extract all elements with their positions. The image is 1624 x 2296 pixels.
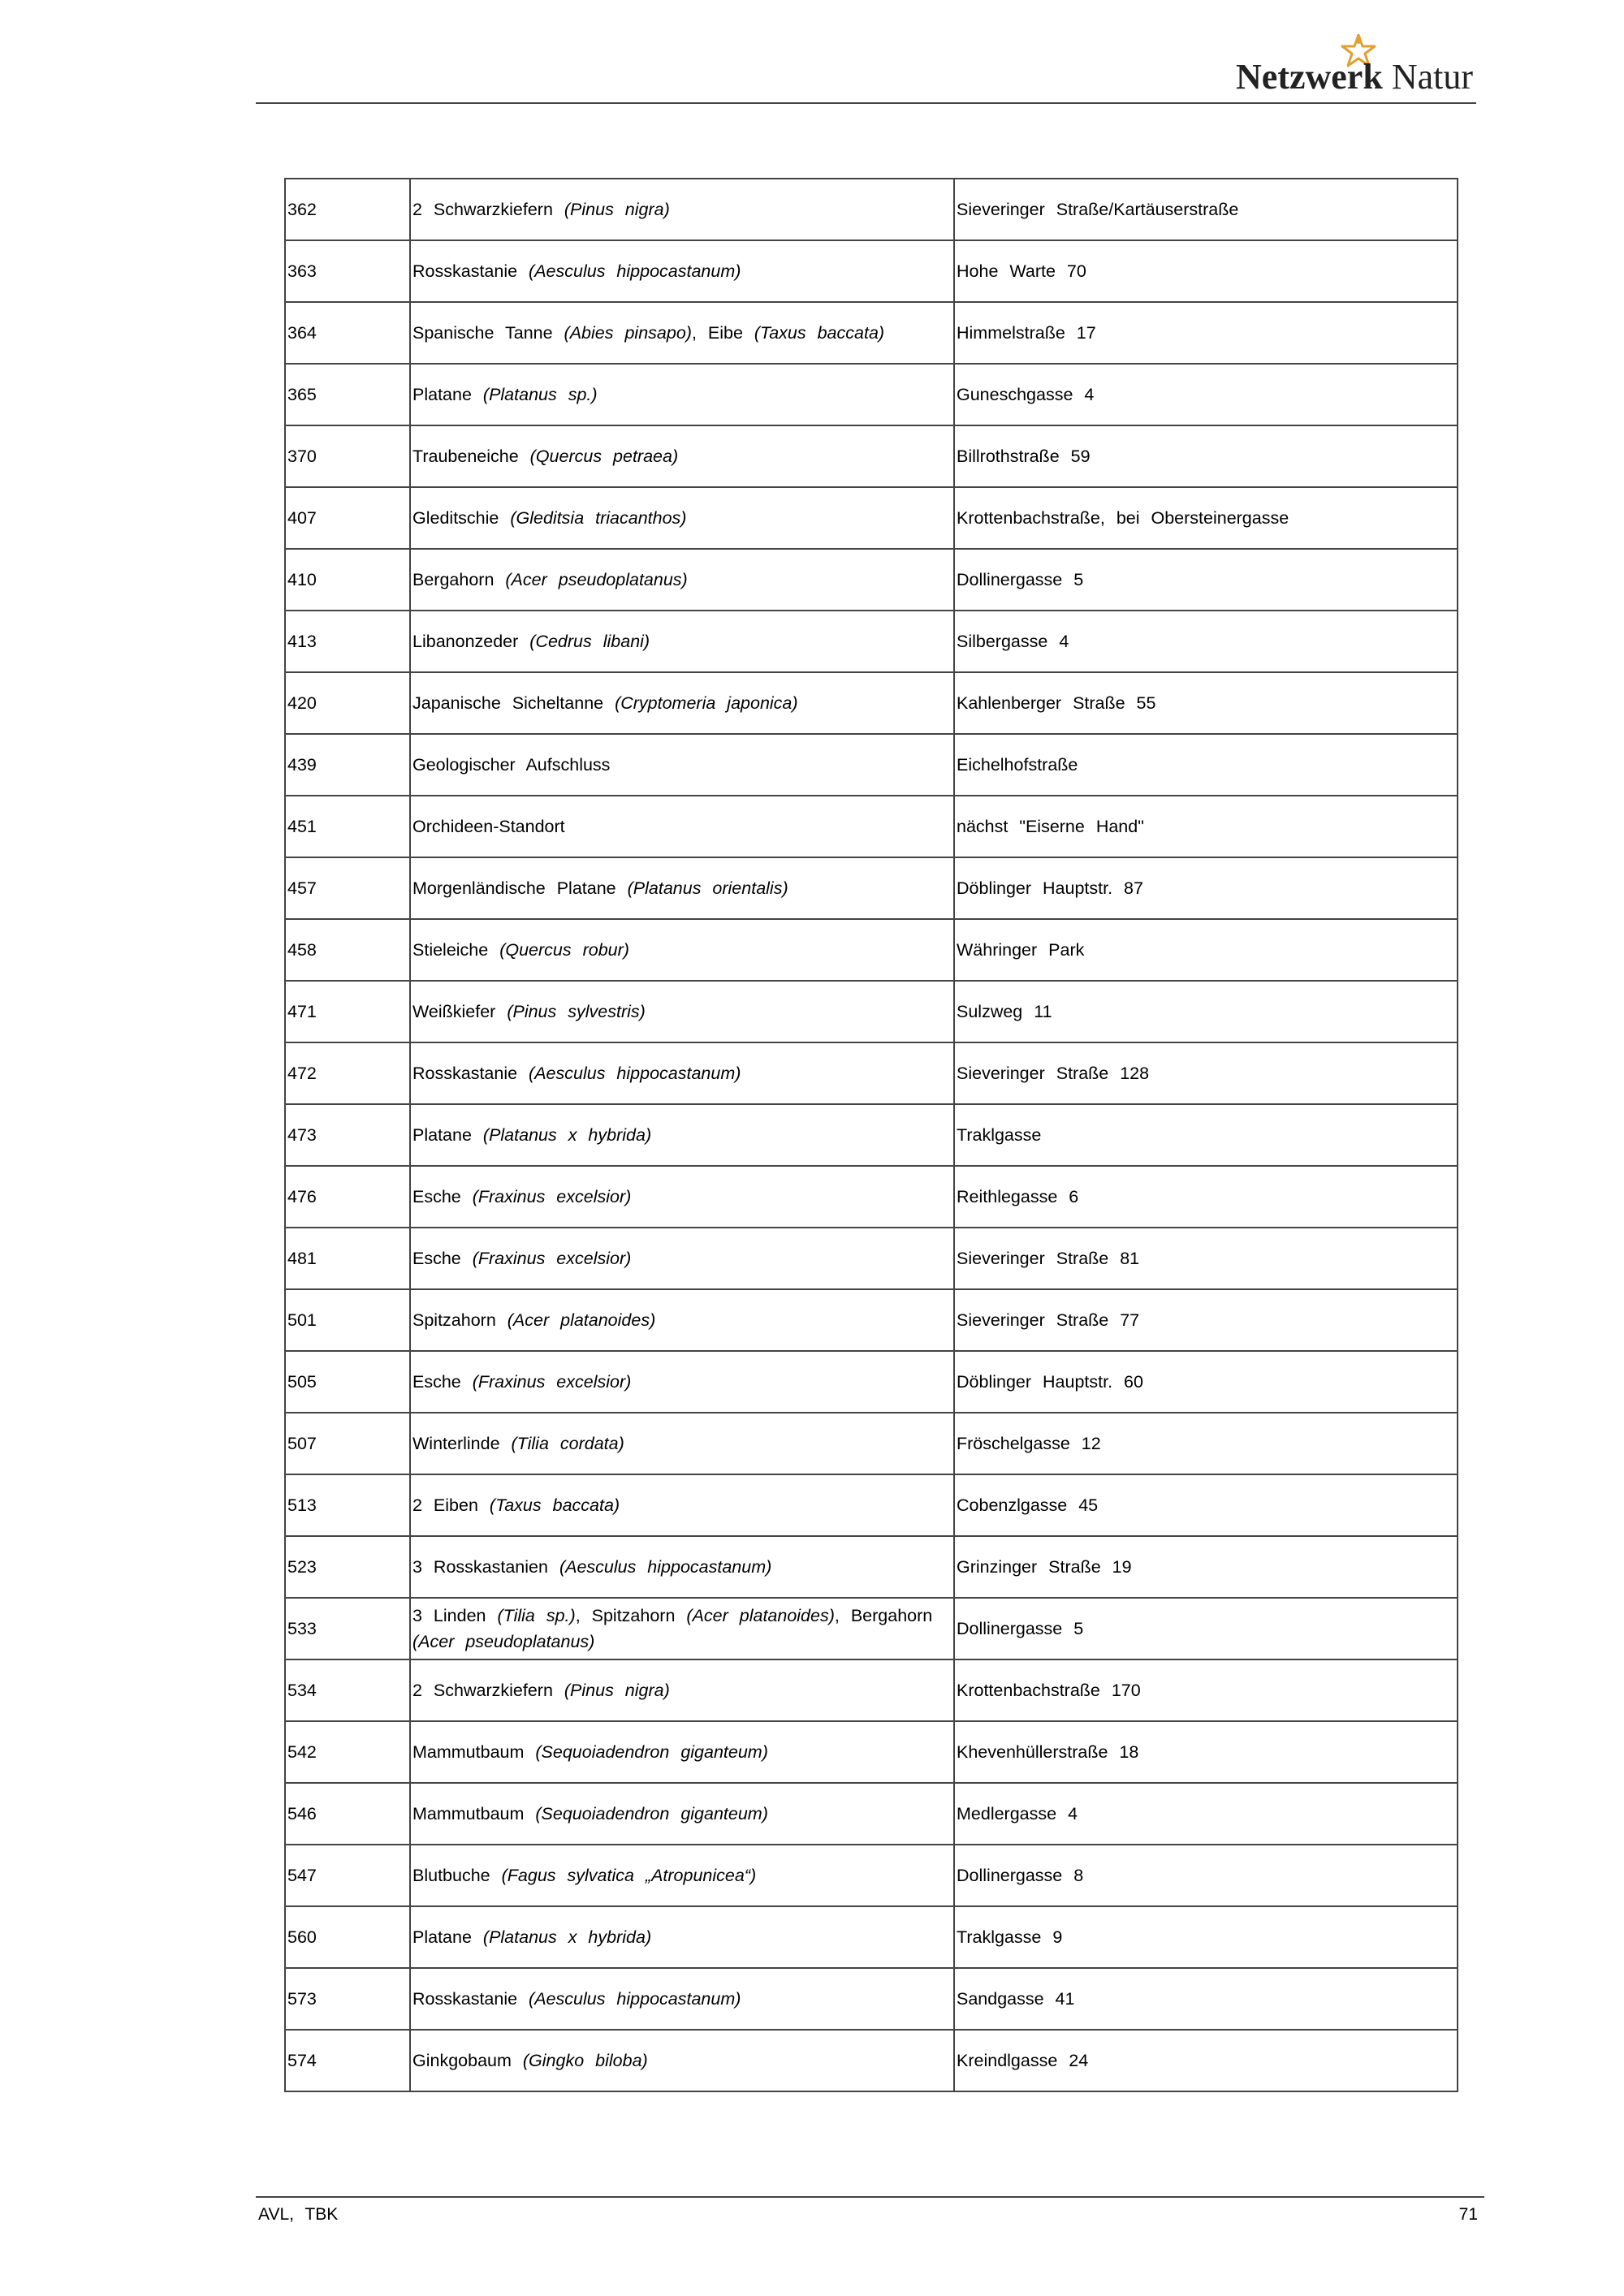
monument-description — [410, 1042, 954, 1104]
common-name: Spitzahorn — [412, 1310, 508, 1330]
monument-address: Traklgasse — [954, 1104, 1458, 1166]
monument-number: 523 — [285, 1536, 410, 1598]
table-row — [285, 1351, 1458, 1413]
common-name: Platane — [412, 1927, 483, 1947]
monument-number: 365 — [285, 364, 410, 425]
logo-text — [1236, 56, 1473, 97]
scientific-name: (Aesculus hippocastanum) — [529, 261, 741, 281]
table-row — [285, 1474, 1458, 1536]
common-name: Spanische Tanne — [412, 323, 564, 343]
footer-author: AVL, TBK — [258, 2205, 339, 2224]
table-row — [285, 1104, 1458, 1166]
common-name: 2 Schwarzkiefern — [412, 200, 564, 219]
monument-address: Dollinergasse 8 — [954, 1845, 1458, 1906]
monument-number: 560 — [285, 1906, 410, 1968]
table-row — [285, 611, 1458, 672]
scientific-name: (Taxus baccata) — [754, 323, 885, 343]
monument-description — [410, 1413, 954, 1474]
table-row — [285, 1845, 1458, 1906]
scientific-name: (Fraxinus excelsior) — [472, 1187, 632, 1206]
common-name: 3 Linden — [412, 1606, 498, 1625]
common-name: , Spitzahorn — [575, 1606, 687, 1625]
scientific-name: (Aesculus hippocastanum) — [559, 1557, 772, 1577]
monument-address: Krottenbachstraße, bei Obersteinergasse — [954, 487, 1458, 549]
common-name: Morgenländische Platane — [412, 878, 628, 898]
monument-description — [410, 2030, 954, 2091]
monument-number: 458 — [285, 919, 410, 981]
table-row — [285, 1968, 1458, 2030]
common-name: Orchideen-Standort — [412, 817, 565, 836]
monument-description — [410, 857, 954, 919]
scientific-name: (Aesculus hippocastanum) — [529, 1989, 741, 2009]
common-name: Mammutbaum — [412, 1742, 536, 1762]
common-name: Weißkiefer — [412, 1002, 508, 1021]
table-row — [285, 240, 1458, 302]
monument-number: 407 — [285, 487, 410, 549]
monument-address: Reithlegasse 6 — [954, 1166, 1458, 1228]
common-name: 3 Rosskastanien — [412, 1557, 559, 1577]
common-name: Libanonzeder — [412, 632, 530, 651]
scientific-name: (Tilia cordata) — [511, 1434, 624, 1453]
table-row — [285, 1906, 1458, 1968]
common-name: Rosskastanie — [412, 261, 529, 281]
scientific-name: (Fagus sylvatica „Atropunicea“) — [501, 1866, 757, 1885]
scientific-name: (Taxus baccata) — [489, 1495, 620, 1515]
monument-number: 457 — [285, 857, 410, 919]
table-row — [285, 981, 1458, 1042]
header-divider — [256, 102, 1476, 104]
common-name: Traubeneiche — [412, 447, 530, 466]
scientific-name: (Cryptomeria japonica) — [615, 693, 798, 713]
monument-number: 573 — [285, 1968, 410, 2030]
table-row — [285, 1783, 1458, 1845]
monument-number: 507 — [285, 1413, 410, 1474]
monument-number: 542 — [285, 1721, 410, 1783]
common-name: Geologischer Aufschluss — [412, 755, 611, 775]
table-row — [285, 2030, 1458, 2091]
monument-address: Traklgasse 9 — [954, 1906, 1458, 1968]
table-row — [285, 549, 1458, 611]
scientific-name: (Cedrus libani) — [529, 632, 650, 651]
footer-divider — [256, 2196, 1484, 2198]
monument-number: 471 — [285, 981, 410, 1042]
scientific-name: (Pinus sylvestris) — [507, 1002, 646, 1021]
common-name: Rosskastanie — [412, 1064, 529, 1083]
natural-monument-table — [284, 178, 1458, 2092]
common-name: Japanische Sicheltanne — [412, 693, 615, 713]
table-row — [285, 1659, 1458, 1721]
common-name: Esche — [412, 1187, 473, 1206]
scientific-name: (Pinus nigra) — [564, 1681, 670, 1700]
monument-description — [410, 487, 954, 549]
table-row — [285, 425, 1458, 487]
monument-address: Sieveringer Straße 81 — [954, 1228, 1458, 1289]
monument-number: 481 — [285, 1228, 410, 1289]
monument-number: 439 — [285, 734, 410, 796]
monument-description — [410, 1906, 954, 1968]
scientific-name: (Acer pseudoplatanus) — [412, 1632, 595, 1651]
monument-description — [410, 1659, 954, 1721]
monument-number: 413 — [285, 611, 410, 672]
table-row — [285, 1413, 1458, 1474]
table-row — [285, 1598, 1458, 1659]
monument-description — [410, 1289, 954, 1351]
monument-address: Silbergasse 4 — [954, 611, 1458, 672]
monument-address: Sandgasse 41 — [954, 1968, 1458, 2030]
netzwerk-natur-logo — [1213, 32, 1473, 97]
monument-number: 476 — [285, 1166, 410, 1228]
monument-address: Döblinger Hauptstr. 87 — [954, 857, 1458, 919]
monument-description — [410, 672, 954, 734]
monument-description — [410, 364, 954, 425]
scientific-name: (Pinus nigra) — [564, 200, 670, 219]
monument-description — [410, 1104, 954, 1166]
monument-address: Sieveringer Straße/Kartäuserstraße — [954, 179, 1458, 240]
monument-description — [410, 425, 954, 487]
scientific-name: (Acer pseudoplatanus) — [505, 570, 688, 589]
monument-number: 363 — [285, 240, 410, 302]
monument-number: 547 — [285, 1845, 410, 1906]
monument-description — [410, 1598, 954, 1659]
monument-address: Dollinergasse 5 — [954, 1598, 1458, 1659]
monument-number: 364 — [285, 302, 410, 364]
table-row — [285, 1228, 1458, 1289]
monument-description — [410, 611, 954, 672]
common-name: 2 Schwarzkiefern — [412, 1681, 564, 1700]
monument-address: Billrothstraße 59 — [954, 425, 1458, 487]
monument-address: Sulzweg 11 — [954, 981, 1458, 1042]
monument-address: Kahlenberger Straße 55 — [954, 672, 1458, 734]
table-row — [285, 919, 1458, 981]
scientific-name: (Tilia sp.) — [497, 1606, 576, 1625]
monument-description — [410, 981, 954, 1042]
table-row — [285, 796, 1458, 857]
monument-number: 370 — [285, 425, 410, 487]
monument-number: 505 — [285, 1351, 410, 1413]
common-name: , Bergahorn — [834, 1606, 933, 1625]
scientific-name: (Sequoiadendron giganteum) — [535, 1804, 768, 1823]
scientific-name: (Fraxinus excelsior) — [472, 1249, 632, 1268]
monument-description — [410, 1783, 954, 1845]
monument-address: Medlergasse 4 — [954, 1783, 1458, 1845]
common-name: Mammutbaum — [412, 1804, 536, 1823]
table-row — [285, 1166, 1458, 1228]
monument-address: Cobenzlgasse 45 — [954, 1474, 1458, 1536]
scientific-name: (Quercus petraea) — [529, 447, 679, 466]
scientific-name: (Platanus sp.) — [482, 385, 598, 404]
table-row — [285, 179, 1458, 240]
monument-number: 362 — [285, 179, 410, 240]
monument-description — [410, 1845, 954, 1906]
common-name: Esche — [412, 1249, 473, 1268]
table-row — [285, 1042, 1458, 1104]
scientific-name: (Aesculus hippocastanum) — [529, 1064, 741, 1083]
table-row — [285, 1289, 1458, 1351]
monument-address: Hohe Warte 70 — [954, 240, 1458, 302]
monument-description — [410, 1968, 954, 2030]
monument-address: Khevenhüllerstraße 18 — [954, 1721, 1458, 1783]
common-name: Ginkgobaum — [412, 2051, 523, 2070]
common-name: Platane — [412, 1125, 483, 1145]
monument-address: Guneschgasse 4 — [954, 364, 1458, 425]
monument-address: Fröschelgasse 12 — [954, 1413, 1458, 1474]
monument-description — [410, 919, 954, 981]
monument-address: Eichelhofstraße — [954, 734, 1458, 796]
monument-address: Währinger Park — [954, 919, 1458, 981]
common-name: Blutbuche — [412, 1866, 502, 1885]
scientific-name: (Gleditsia triacanthos) — [510, 508, 687, 528]
table-row — [285, 857, 1458, 919]
monument-description — [410, 1474, 954, 1536]
monument-description — [410, 1536, 954, 1598]
monument-address: Kreindlgasse 24 — [954, 2030, 1458, 2091]
monument-address: nächst "Eiserne Hand" — [954, 796, 1458, 857]
monument-address: Grinzinger Straße 19 — [954, 1536, 1458, 1598]
monument-number: 574 — [285, 2030, 410, 2091]
common-name: Gleditschie — [412, 508, 511, 528]
monument-address: Dollinergasse 5 — [954, 549, 1458, 611]
common-name: Rosskastanie — [412, 1989, 529, 2009]
scientific-name: (Abies pinsapo) — [564, 323, 692, 343]
logo-word-netzwerk: Netzwerk — [1236, 57, 1383, 97]
common-name: , Eibe — [691, 323, 754, 343]
monument-address: Döblinger Hauptstr. 60 — [954, 1351, 1458, 1413]
common-name: Esche — [412, 1372, 473, 1392]
monument-address: Himmelstraße 17 — [954, 302, 1458, 364]
table-row — [285, 734, 1458, 796]
monument-description — [410, 240, 954, 302]
table-row — [285, 487, 1458, 549]
common-name: Platane — [412, 385, 483, 404]
monument-number: 501 — [285, 1289, 410, 1351]
scientific-name: (Quercus robur) — [499, 940, 629, 960]
monument-number: 533 — [285, 1598, 410, 1659]
monument-description — [410, 1228, 954, 1289]
monument-address: Sieveringer Straße 128 — [954, 1042, 1458, 1104]
scientific-name: (Fraxinus excelsior) — [472, 1372, 632, 1392]
scientific-name: (Platanus x hybrida) — [482, 1125, 652, 1145]
table-row — [285, 672, 1458, 734]
page-number: 71 — [1458, 2205, 1478, 2224]
scientific-name: (Platanus x hybrida) — [482, 1927, 652, 1947]
monument-description — [410, 1721, 954, 1783]
monument-number: 451 — [285, 796, 410, 857]
scientific-name: (Acer platanoides) — [686, 1606, 835, 1625]
monument-number: 513 — [285, 1474, 410, 1536]
table-row — [285, 364, 1458, 425]
logo-word-natur: Natur — [1391, 57, 1473, 97]
monument-number: 410 — [285, 549, 410, 611]
scientific-name: (Gingko biloba) — [522, 2051, 648, 2070]
monument-description — [410, 1166, 954, 1228]
monument-number: 420 — [285, 672, 410, 734]
monument-number: 472 — [285, 1042, 410, 1104]
monument-address: Sieveringer Straße 77 — [954, 1289, 1458, 1351]
monument-number: 473 — [285, 1104, 410, 1166]
common-name: Winterlinde — [412, 1434, 512, 1453]
monument-description — [410, 1351, 954, 1413]
scientific-name: (Platanus orientalis) — [627, 878, 788, 898]
monument-address: Krottenbachstraße 170 — [954, 1659, 1458, 1721]
table-row — [285, 1536, 1458, 1598]
monument-number: 546 — [285, 1783, 410, 1845]
monument-description — [410, 734, 954, 796]
scientific-name: (Sequoiadendron giganteum) — [535, 1742, 768, 1762]
monument-number: 534 — [285, 1659, 410, 1721]
common-name: Bergahorn — [412, 570, 506, 589]
monument-description — [410, 549, 954, 611]
scientific-name: (Acer platanoides) — [507, 1310, 656, 1330]
table-row — [285, 302, 1458, 364]
monument-description — [410, 179, 954, 240]
monument-description — [410, 796, 954, 857]
monument-description — [410, 302, 954, 364]
table-row — [285, 1721, 1458, 1783]
common-name: Stieleiche — [412, 940, 500, 960]
common-name: 2 Eiben — [412, 1495, 490, 1515]
